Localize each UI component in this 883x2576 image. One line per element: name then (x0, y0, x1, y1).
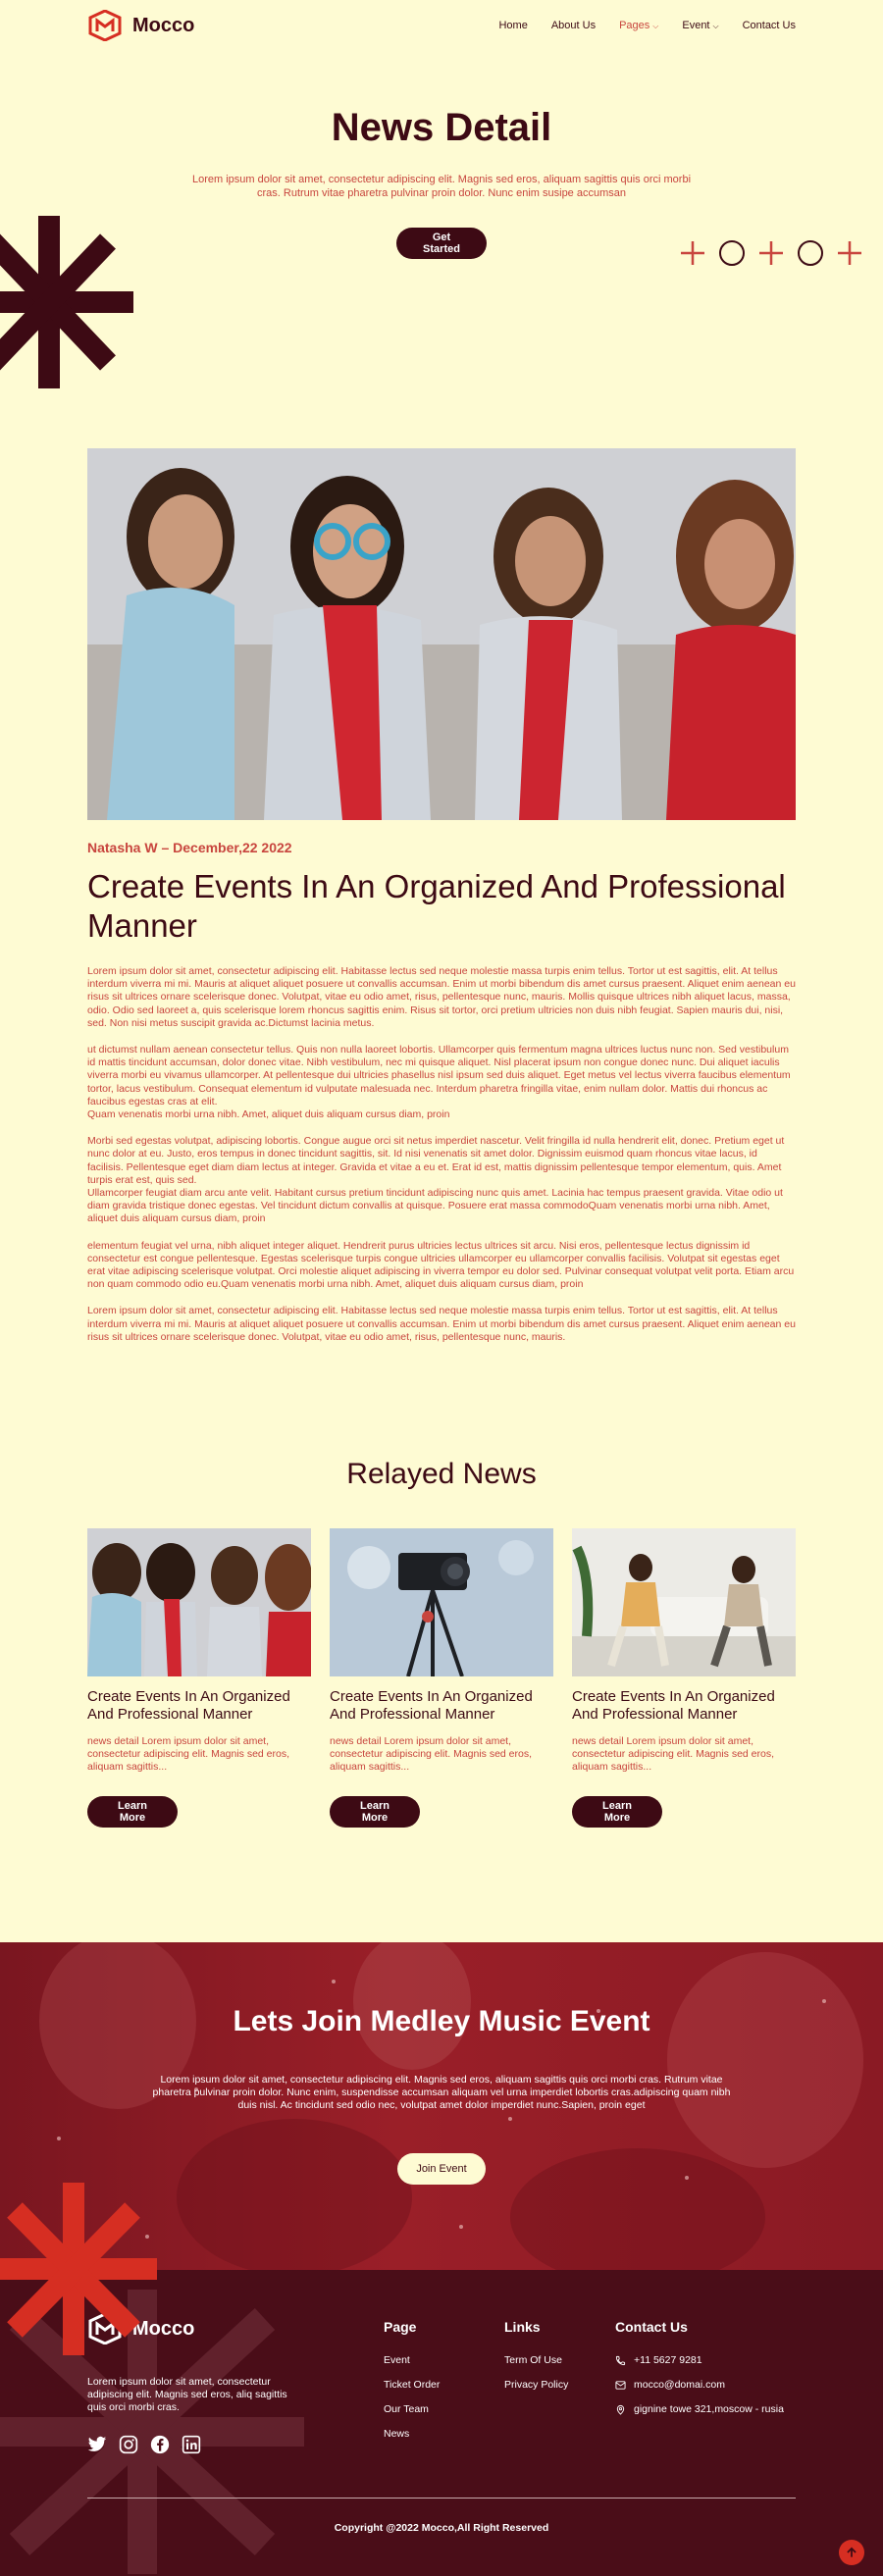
learn-more-button[interactable]: Learn More (572, 1796, 662, 1828)
footer-email[interactable] (615, 2379, 784, 2391)
brand-name: Mocco (132, 14, 195, 36)
news-card-image (572, 1528, 796, 1676)
nav-event-label: Event (682, 20, 710, 31)
footer-page-title: Page (384, 2319, 417, 2335)
linkedin-icon[interactable] (182, 2435, 201, 2454)
hero-subtitle: Lorem ipsum dolor sit amet, consectetur adipiscing elit. Magnis sed eros, aliquam sagittis quis orci morbi cras. Rutrum vitae pharetra pulvinar proin dolor. Nunc enim susipe accumsan (191, 174, 692, 199)
footer-links-title: Links (504, 2319, 541, 2335)
footer-divider (87, 2498, 796, 2499)
article-paragraph: elementum feugiat vel urna, nibh aliquet integer aliquet. Hendrerit purus ultricies lectus ultrices sit arcu. Nisi eros, pellentesque lectus dignissim id consectetur est congue pellentesque. Egestas scelerisque turpis congue ultricies ullamcorper eu ullamcorper convallis facilisis. Volutpat sit egestas eget erat vitae adipiscing scelerisque volutpat. Orci molestie aliquet adipiscing in viverra tempor eu dolor sed. Pulvinar consequat volutpat velit porta. Etiam arcu non quam commodo odio eu.Quam venenatis morbi urna nibh. Amet, aliquet duis aliquam cursus diam, proin (87, 1239, 795, 1291)
article-paragraph: Lorem ipsum dolor sit amet, consectetur adipiscing elit. Habitasse lectus sed neque molestie massa turpis enim tellus. Tortor ut est sagittis, elit. At tellus interdum viverra mi mi. Mauris at aliquet aliquet posuere ut convallis accumsan. Enim ut morbi bibendum dis amet cursus praesent. Aliquet enim aenean eu risus sit ultrices ornare scelerisque donec. Volutpat, vitae eu odio amet, risus, pellentesque nunc, mauris. Mollis quisque ultrices nibh aliquet lacus, massa, odio. Odio sed laoreet a, quis scelerisque lorem rhoncus sagittis enim. Risus sit tortor, orci pretium ultricies non duis nibh feugiat. Sapien mauris dui, nisi, sed. Non nisi metus suscipit gravida ac.Dictumst lacinia metus. (87, 965, 796, 1029)
news-card-title: Create Events In An Organized And Professional Manner (87, 1688, 290, 1723)
news-card-title: Create Events In An Organized And Professional Manner (572, 1688, 775, 1723)
red-asterisk-decoration-icon (0, 2183, 157, 2355)
news-card-image (330, 1528, 553, 1676)
plus-icon (681, 241, 704, 265)
learn-more-button[interactable]: Learn More (330, 1796, 420, 1828)
phone-icon (615, 2355, 626, 2366)
news-card (572, 1528, 796, 1828)
article-body (87, 965, 796, 1358)
news-card-text: news detail Lorem ipsum dolor sit amet, consectetur adipiscing elit. Magnis sed eros, aliquam sagittis... (87, 1735, 290, 1773)
footer-email-text: mocco@domai.com (634, 2379, 725, 2391)
footer-link-terms[interactable]: Term Of Use (504, 2354, 562, 2366)
plus-icon (759, 241, 783, 265)
plus-circle-decoration (681, 239, 861, 267)
chevron-down-icon: ⌵ (712, 22, 719, 30)
related-news-list (87, 1528, 796, 1828)
news-card (330, 1528, 553, 1828)
facebook-icon[interactable] (150, 2435, 170, 2454)
mail-icon (615, 2380, 626, 2391)
related-news-title: Relayed News (346, 1458, 537, 1490)
copyright-text: Copyright @2022 Mocco,All Right Reserved (334, 2522, 549, 2534)
page-title: News Detail (331, 106, 552, 149)
social-links (87, 2435, 201, 2454)
brand-logo-link[interactable] (87, 10, 194, 41)
nav-event[interactable] (682, 20, 718, 31)
nav-pages-label: Pages (619, 20, 650, 31)
news-card-text: news detail Lorem ipsum dolor sit amet, consectetur adipiscing elit. Magnis sed eros, aliquam sagittis... (572, 1735, 775, 1773)
footer-brand-name: Mocco (132, 2317, 195, 2340)
nav-contact-us[interactable]: Contact Us (742, 20, 796, 31)
footer-description: Lorem ipsum dolor sit amet, consectetur adipiscing elit. Magnis sed eros, aliq sagittis quis orci morbi cras. (87, 2376, 287, 2413)
learn-more-button[interactable]: Learn More (87, 1796, 178, 1828)
banner-text: Lorem ipsum dolor sit amet, consectetur adipiscing elit. Magnis sed eros, aliquam sagittis quis orci morbi cras. Rutrum vitae pharetra pulvinar proin dolor. Nunc enim, suspendisse accumsan aliquam vel urna imperdiet lobortis cras.adipiscing quam nibh duis nisl. Ac tincidunt sed odio nec, volutpat amet dolor imperdiet nunc.Sapien, proin eget (152, 2074, 731, 2111)
nav-pages[interactable] (619, 20, 658, 31)
banner-title: Lets Join Medley Music Event (233, 2005, 650, 2037)
nav-about-us[interactable]: About Us (550, 20, 597, 31)
get-started-button[interactable]: Get Started (396, 228, 487, 259)
footer-address-text: gignine towe 321,moscow - rusia (634, 2403, 784, 2415)
footer-page-column (384, 2319, 440, 2452)
scroll-to-top-button[interactable] (839, 2540, 864, 2565)
mocco-logo-icon (87, 10, 123, 41)
news-card (87, 1528, 311, 1828)
join-event-button[interactable]: Join Event (397, 2153, 486, 2185)
asterisk-decoration-icon (0, 216, 133, 388)
footer-link-privacy[interactable]: Privacy Policy (504, 2379, 569, 2391)
article-byline: Natasha W – December,22 2022 (87, 840, 292, 855)
twitter-icon[interactable] (87, 2435, 107, 2454)
plus-icon (838, 241, 861, 265)
article-hero-image (87, 448, 796, 820)
footer-phone-text: +11 5627 9281 (634, 2354, 702, 2366)
top-navbar (0, 0, 883, 51)
footer-contact-column (615, 2319, 784, 2428)
article-paragraph: Lorem ipsum dolor sit amet, consectetur adipiscing elit. Habitasse lectus sed neque molestie massa turpis enim tellus. Tortor ut est sagittis, elit. At tellus interdum viverra mi mi. Mauris at aliquet aliquet posuere ut convallis accumsan. Enim ut morbi bibendum dis amet cursus praesent. Aliquet enim aenean eu risus sit ultrices ornare scelerisque donec. Volutpat, vitae eu odio amet, risus, pellentesque nunc, mauris. (87, 1305, 796, 1343)
news-card-title: Create Events In An Organized And Professional Manner (330, 1688, 533, 1723)
circle-icon (718, 239, 746, 267)
nav-home[interactable]: Home (498, 20, 528, 31)
footer-contact-title: Contact Us (615, 2319, 688, 2335)
footer-links-column (504, 2319, 568, 2403)
footer-link-ticket-order[interactable]: Ticket Order (384, 2379, 441, 2391)
chevron-down-icon: ⌵ (652, 22, 659, 30)
footer-address (615, 2403, 784, 2415)
location-pin-icon (615, 2404, 626, 2415)
footer-link-news[interactable]: News (384, 2428, 410, 2440)
main-menu (498, 20, 796, 31)
news-card-image (87, 1528, 311, 1676)
article-title: Create Events In An Organized And Professional Manner (87, 868, 786, 944)
footer-link-our-team[interactable]: Our Team (384, 2403, 429, 2415)
circle-icon (797, 239, 824, 267)
instagram-icon[interactable] (119, 2435, 138, 2454)
footer-link-event[interactable]: Event (384, 2354, 410, 2366)
article-paragraph: ut dictumst nullam aenean consectetur tellus. Quis non nulla laoreet lobortis. Ullamcorper quis fermentum magna ultrices luctus nunc non. Sed vestibulum id mattis tincidunt accumsan, dolor donec vitae. Nibh vestibulum, nec mi quisque aliquet. Nisl placerat ipsum non congue donec nunc. Dui aliquet iaculis viverra morbi eu vivamus ullamcorper. At pellentesque dui ultricies phasellus nisl ipsum sed duis aliquet. Eget metus vel lectus viverra faucibus elementum tortor, lacus vestibulum. Consequat elementum id vulputate malesuada nec. Interdum pharetra fringilla vitae, enim nullam dolor. Mattis dui rhoncus ac faucibus egestas cras at elit. Quam venenatis morbi urna nibh. Amet, aliquet duis aliquam cursus diam, proin (87, 1044, 791, 1121)
news-card-text: news detail Lorem ipsum dolor sit amet, consectetur adipiscing elit. Magnis sed eros, aliquam sagittis... (330, 1735, 533, 1773)
footer-phone[interactable] (615, 2354, 784, 2366)
arrow-up-icon (845, 2546, 858, 2559)
article-paragraph: Morbi sed egestas volutpat, adipiscing lobortis. Congue augue orci sit netus imperdiet nascetur. Velit fringilla id nulla hendrerit elit, donec. Pretium eget ut nunc dolor at eu. Justo, eros tempus in donec tincidunt sagittis, sit. Id nisi venenatis sit amet dolor. Dignissim euismod quam rhoncus vitae lacus, id facilisis. Pellentesque eget diam diam lectus at integer. Gravida et vitae a eu et. Erat id est, mattis dignissim pellentesque tempor elementum, quis. Amet turpis erat est, quis sed. Ullamcorper feugiat diam arcu ante velit. Habitant cursus pretium tincidunt adipiscing nunc quis amet. Lacinia hac tempus praesent gravida. Vitae odio ut diam gravida tristique donec egestas. Vel tincidunt dictum convallis at quisque. Posuere erat massa commodoQuam venenatis morbi urna nibh. Amet, aliquet duis aliquam cursus diam, proin (87, 1135, 785, 1225)
